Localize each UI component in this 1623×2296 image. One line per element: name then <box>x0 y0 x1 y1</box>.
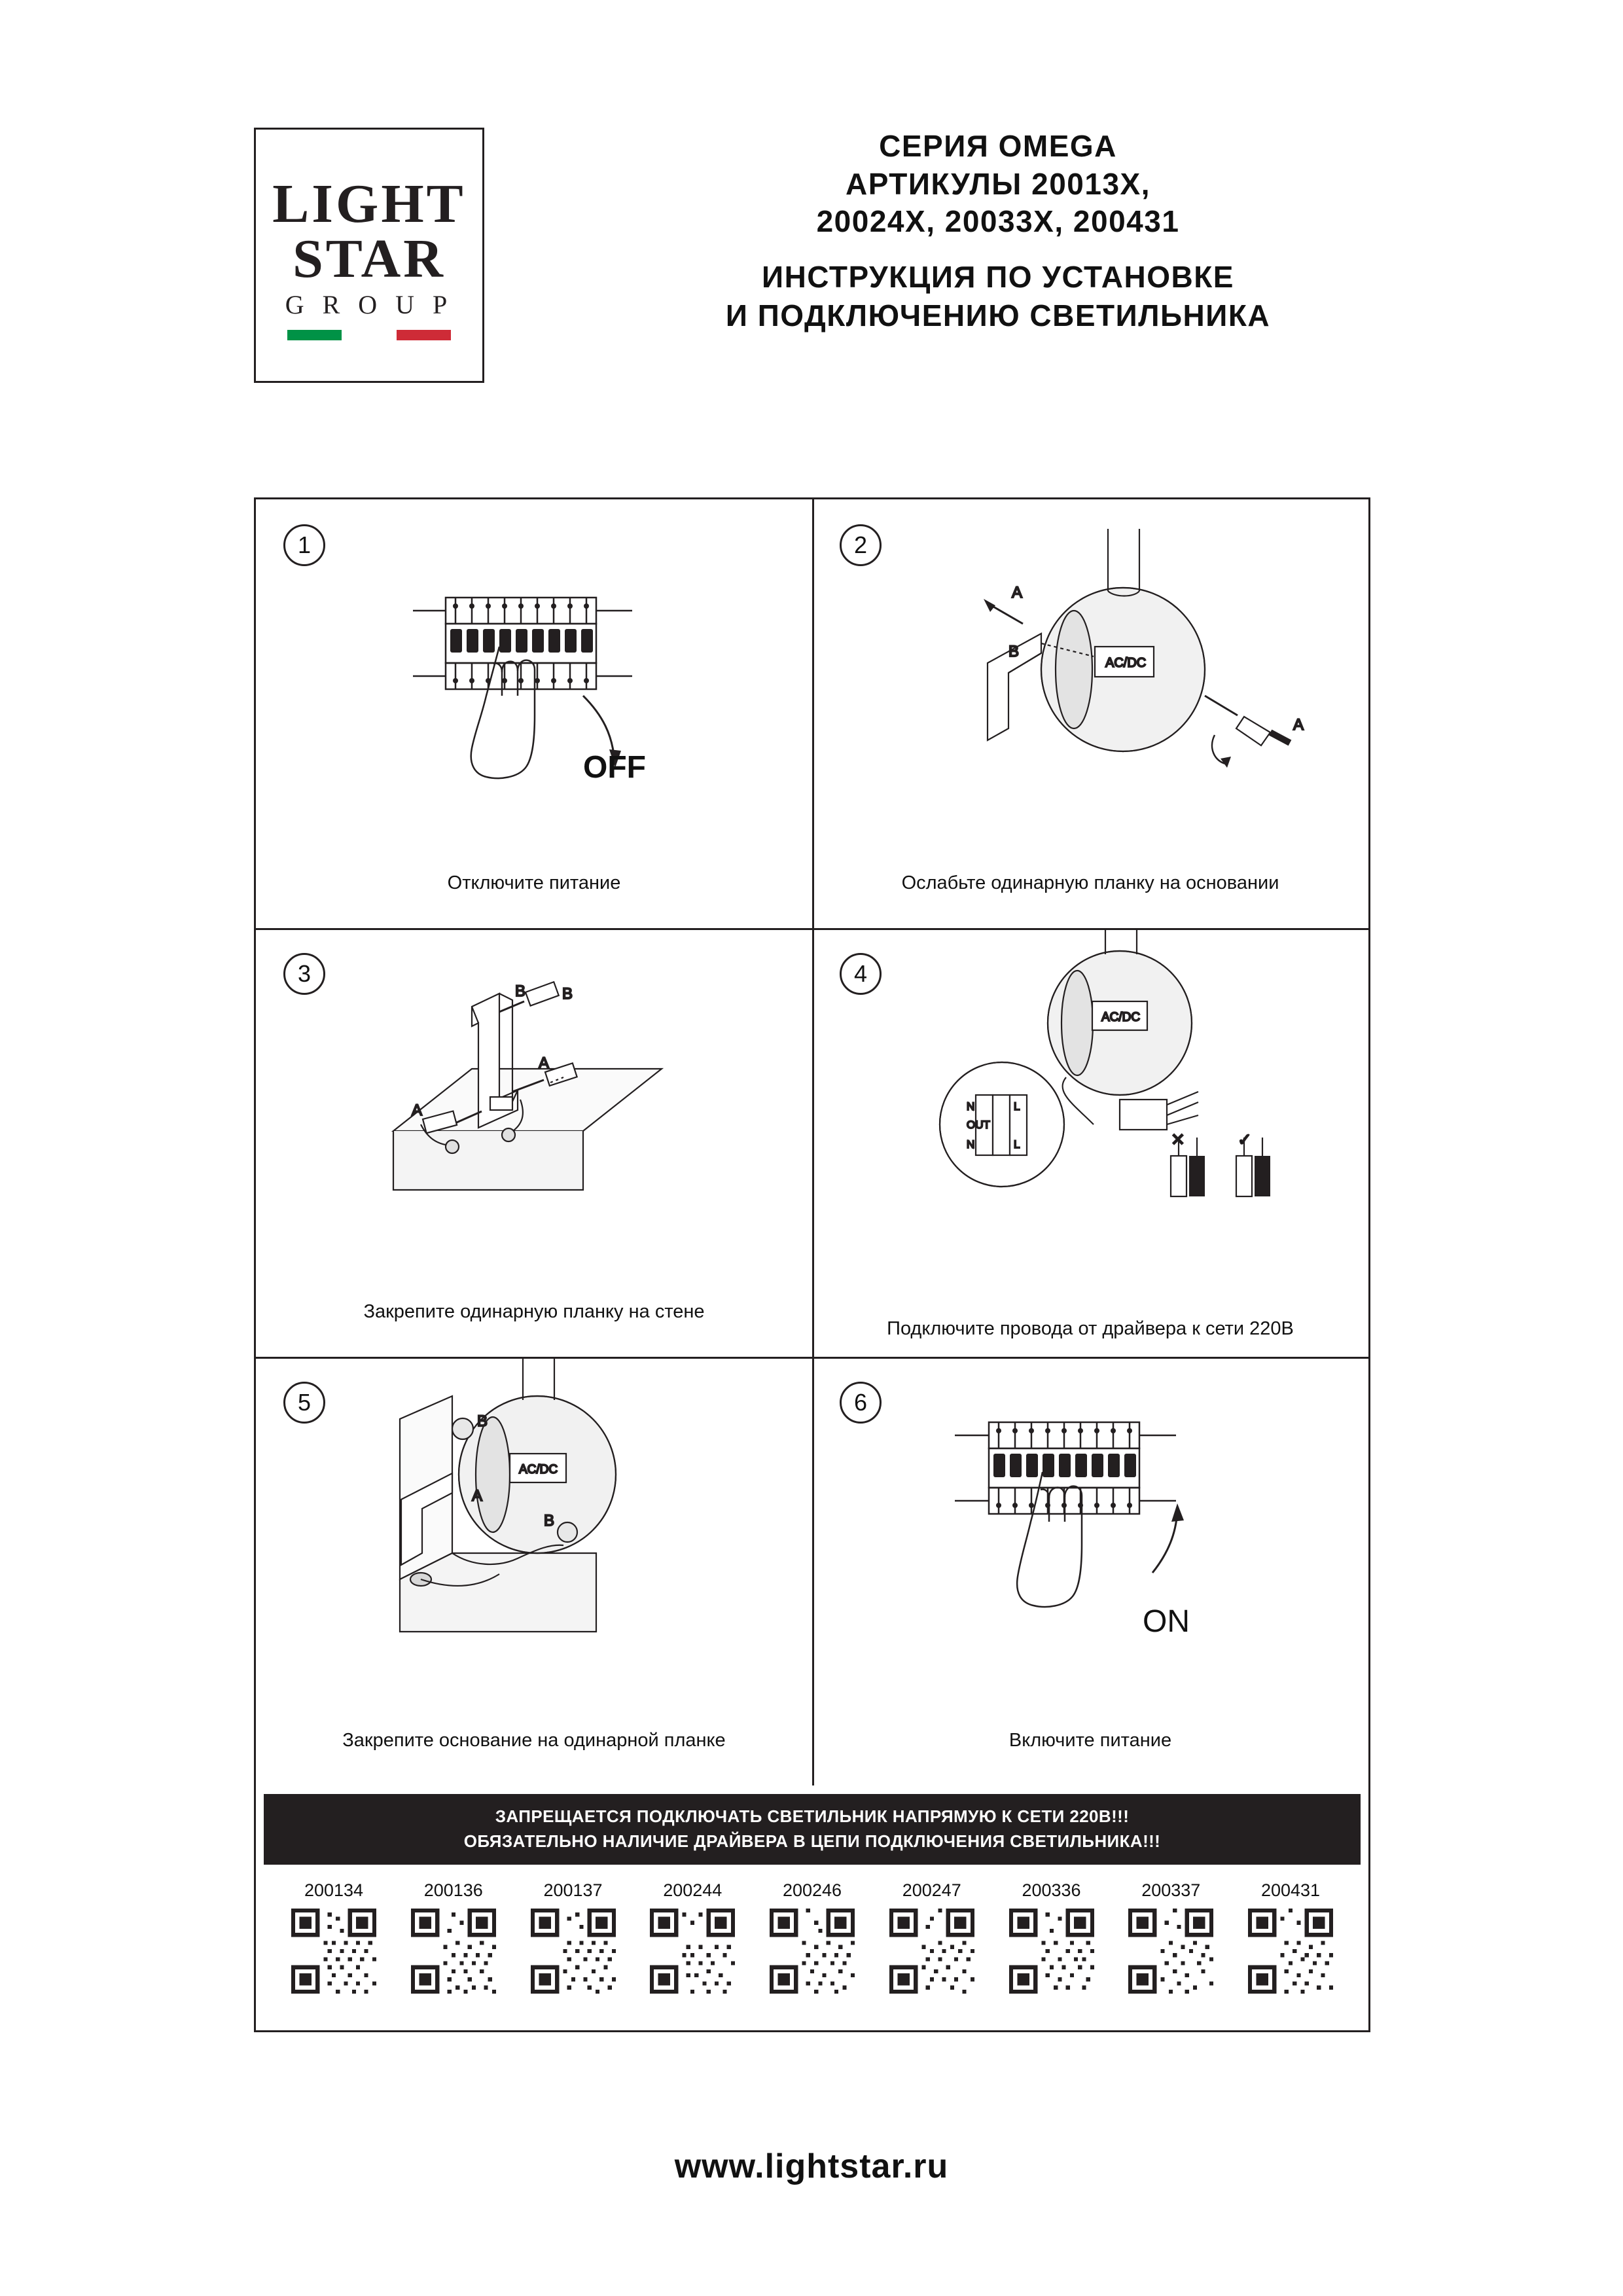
step-1-caption: Отключите питание <box>447 872 621 893</box>
qr-code-label: 200337 <box>1141 1880 1201 1900</box>
warning-banner <box>264 1794 1361 1865</box>
step-4-good-mark: ✓ <box>1238 1130 1252 1149</box>
qr-item <box>879 1880 985 1994</box>
qr-code-label: 200431 <box>1260 1880 1321 1900</box>
step-5-caption: Закрепите основание на одинарной планке <box>342 1730 726 1751</box>
logo-text-star: STAR <box>293 228 446 289</box>
qr-code-row <box>264 1880 1361 1994</box>
step-3-number: 3 <box>283 953 325 995</box>
step-5-mark-a: A <box>472 1487 483 1505</box>
step-4-bad-mark: ✕ <box>1171 1130 1185 1149</box>
qr-code-image[interactable] <box>1248 1909 1333 1994</box>
step-6-illustration <box>812 1357 1368 1723</box>
qr-code-label: 200244 <box>663 1880 722 1900</box>
qr-item <box>759 1880 865 1994</box>
step-2-mark-a1: A <box>1012 584 1023 601</box>
qr-code-label: 200137 <box>543 1880 603 1900</box>
qr-item <box>999 1880 1105 1994</box>
qr-item <box>1238 1880 1344 1994</box>
steps-grid <box>256 499 1368 1785</box>
title-instruction-2: И ПОДКЛЮЧЕНИЮ СВЕТИЛЬНИКА <box>725 298 1271 333</box>
step-6-caption: Включите питание <box>1008 1730 1172 1751</box>
qr-code-label: 200246 <box>782 1880 842 1900</box>
step-2-number: 2 <box>840 524 882 566</box>
title-articles-1: АРТИКУЛЫ 20013Х, <box>845 166 1150 201</box>
step-4 <box>812 928 1368 1357</box>
logo-text-group: G R O U P <box>285 290 454 319</box>
step-6-on-label: ON <box>1143 1604 1190 1639</box>
step-4-caption: Подключите провода от драйвера к сети 220В <box>887 1318 1294 1339</box>
qr-code-image[interactable] <box>291 1909 376 1994</box>
step-4-driver-label: AC/DC <box>1101 1011 1141 1024</box>
step-1-off-label: OFF <box>583 750 646 785</box>
step-4-term-out: OUT <box>967 1119 990 1131</box>
italy-flag-icon <box>287 330 451 340</box>
qr-code-image[interactable] <box>889 1909 974 1994</box>
step-2 <box>812 499 1368 928</box>
qr-item <box>520 1880 626 1994</box>
title-articles-2: 20024Х, 20033Х, 200431 <box>816 204 1180 238</box>
qr-code-image[interactable] <box>770 1909 855 1994</box>
step-3-mark-a2: A <box>539 1054 550 1072</box>
step-3-caption: Закрепите одинарную планку на стене <box>363 1301 705 1322</box>
step-4-term-l2: L <box>1014 1138 1020 1151</box>
step-6 <box>812 1357 1368 1785</box>
step-1-number: 1 <box>283 524 325 566</box>
step-4-illustration <box>812 928 1368 1295</box>
brand-logo <box>254 128 484 383</box>
step-6-number: 6 <box>840 1382 882 1424</box>
qr-item <box>401 1880 507 1994</box>
footer-url[interactable]: www.lightstar.ru <box>674 2147 949 2185</box>
step-3-illustration <box>256 928 812 1295</box>
step-2-caption: Ослабьте одинарную планку на основании <box>901 872 1279 893</box>
step-1-illustration <box>256 499 812 866</box>
warning-line-1: ЗАПРЕЩАЕТСЯ ПОДКЛЮЧАТЬ СВЕТИЛЬНИК НАПРЯМУЮ К СЕТИ 220В!!! <box>495 1806 1130 1827</box>
step-5-mark-b2: B <box>544 1512 555 1530</box>
qr-code-label: 200336 <box>1022 1880 1081 1900</box>
step-5-driver-label: AC/DC <box>519 1463 558 1477</box>
qr-code-image[interactable] <box>650 1909 735 1994</box>
qr-code-image[interactable] <box>531 1909 616 1994</box>
title-instruction-1: ИНСТРУКЦИЯ ПО УСТАНОВКЕ <box>762 259 1234 294</box>
page-header <box>0 121 1623 396</box>
step-4-term-l1: L <box>1014 1100 1020 1113</box>
step-5-number: 5 <box>283 1382 325 1424</box>
logo-text-light: LIGHT <box>272 173 466 234</box>
step-5 <box>256 1357 812 1785</box>
step-1 <box>256 499 812 928</box>
qr-code-image[interactable] <box>1128 1909 1213 1994</box>
title-series: СЕРИЯ OMEGA <box>879 129 1117 163</box>
qr-item <box>639 1880 745 1994</box>
step-3-mark-b1: B <box>562 985 573 1003</box>
qr-code-label: 200134 <box>304 1880 364 1900</box>
step-5-mark-b1: B <box>477 1412 488 1430</box>
svg-text:B: B <box>515 982 526 1000</box>
step-2-driver-label: AC/DC <box>1105 656 1147 670</box>
qr-code-image[interactable] <box>411 1909 496 1994</box>
step-3 <box>256 928 812 1357</box>
step-4-number: 4 <box>840 953 882 995</box>
step-4-term-n1: N <box>967 1100 975 1113</box>
step-5-illustration <box>256 1357 812 1723</box>
instruction-panel <box>254 497 1370 2032</box>
warning-line-2: ОБЯЗАТЕЛЬНО НАЛИЧИЕ ДРАЙВЕРА В ЦЕПИ ПОДКЛЮЧЕНИЯ СВЕТИЛЬНИКА!!! <box>463 1831 1161 1851</box>
step-3-mark-a1: A <box>412 1102 423 1119</box>
qr-code-image[interactable] <box>1009 1909 1094 1994</box>
qr-item <box>1118 1880 1224 1994</box>
step-2-illustration <box>812 499 1368 866</box>
qr-code-label: 200136 <box>423 1880 483 1900</box>
qr-item <box>281 1880 387 1994</box>
step-4-term-n2: N <box>967 1138 975 1151</box>
qr-code-label: 200247 <box>902 1880 961 1900</box>
document-title <box>589 128 1407 336</box>
step-2-mark-a2: A <box>1293 716 1304 734</box>
step-2-mark-b: B <box>1008 643 1020 660</box>
